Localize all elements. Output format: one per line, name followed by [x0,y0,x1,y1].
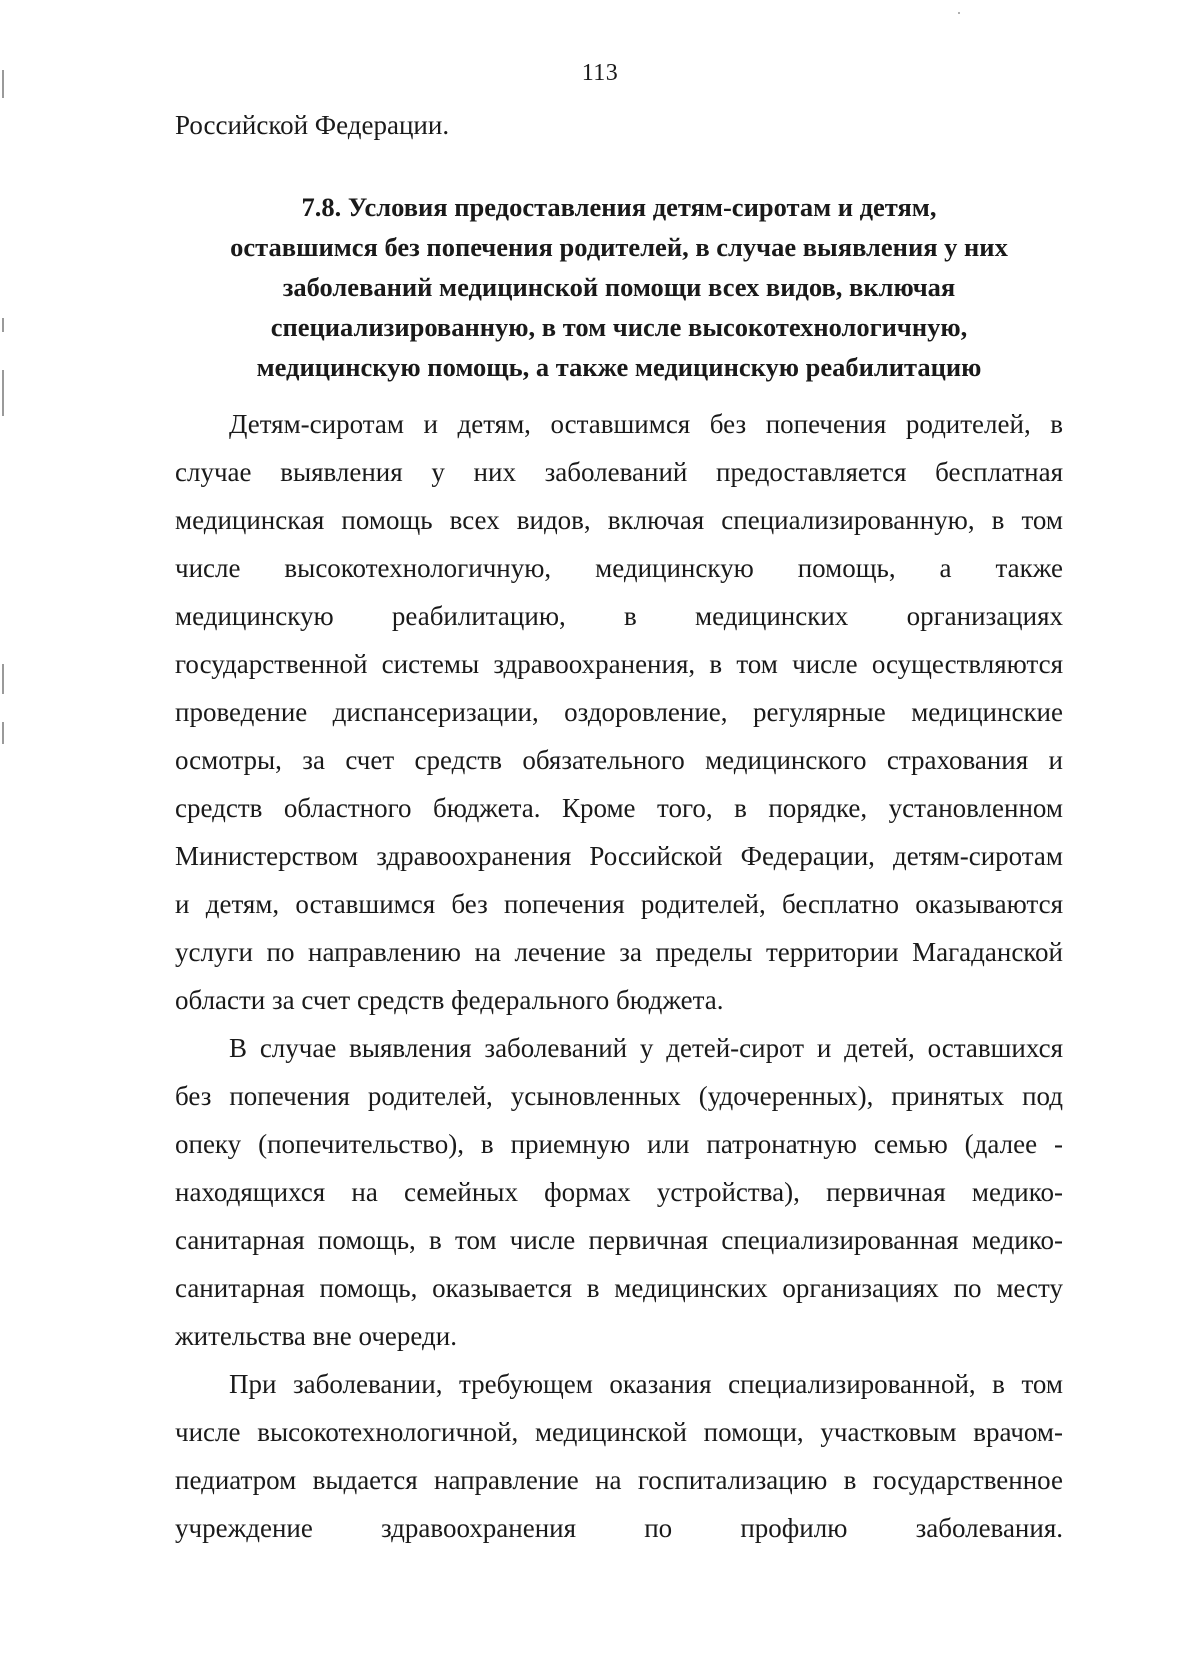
paragraph [175,400,1063,1024]
text-line: жительства вне очереди. [175,1321,457,1351]
body-text [175,400,1063,1552]
heading-line: оставшимся без попечения родителей, в случае выявления у них [230,232,1008,262]
text-line: санитарная помощь, оказывается в медицинских организациях по месту [175,1273,1063,1303]
scan-margin-mark [2,318,4,332]
text-line: средств областного бюджета. Кроме того, в порядке, установленном [175,793,1063,823]
heading-line: заболеваний медицинской помощи всех видов, включая [282,272,956,302]
text-line: числе высокотехнологичную, медицинскую помощь, а также [175,553,1063,583]
paragraph [175,1024,1063,1360]
scan-speck [958,12,960,14]
text-line: и детям, оставшимся без попечения родителей, бесплатно оказываются [175,889,1063,919]
text-line: В случае выявления заболеваний у детей-сирот и детей, оставшихся [229,1033,1063,1063]
text-line: санитарная помощь, в том числе первичная специализированная медико- [175,1225,1063,1255]
text-line: области за счет средств федерального бюджета. [175,985,724,1015]
scan-margin-mark [2,664,4,694]
text-line: услуги по направлению на лечение за пределы территории Магаданской [175,937,1063,967]
section-heading [175,187,1063,387]
page-number: 113 [581,60,619,86]
heading-line: 7.8. Условия предоставления детям-сиротам и детям, [301,192,937,222]
paragraph [175,1360,1063,1552]
heading-line: медицинскую помощь, а также медицинскую реабилитацию [256,352,982,382]
text-line: медицинскую реабилитацию, в медицинских организациях [175,601,1063,631]
text-line: медицинская помощь всех видов, включая специализированную, в том [175,505,1063,535]
scan-margin-mark [2,722,4,744]
text-line: опеку (попечительство), в приемную или патронатную семью (далее - [175,1129,1063,1159]
text-line: проведение диспансеризации, оздоровление, регулярные медицинские [175,697,1063,727]
text-line: случае выявления у них заболеваний предоставляется бесплатная [175,457,1063,487]
text-line: Детям-сиротам и детям, оставшимся без попечения родителей, в [229,409,1063,439]
text-line: педиатром выдается направление на госпитализацию в государственное [175,1465,1063,1495]
text-line: При заболевании, требующем оказания специализированной, в том [229,1369,1063,1399]
text-line: осмотры, за счет средств обязательного медицинского страхования и [175,745,1063,775]
text-line: учреждение здравоохранения по профилю заболевания. [175,1513,1063,1543]
text-line: Министерством здравоохранения Российской Федерации, детям-сиротам [175,841,1063,871]
continued-text-line: Российской Федерации. [175,110,450,140]
text-line: числе высокотехнологичной, медицинской помощи, участковым врачом- [175,1417,1063,1447]
text-line: без попечения родителей, усыновленных (удочеренных), принятых под [175,1081,1063,1111]
text-line: находящихся на семейных формах устройства), первичная медико- [175,1177,1063,1207]
text-line: государственной системы здравоохранения, в том числе осуществляются [175,649,1063,679]
heading-line: специализированную, в том числе высокотехнологичную, [270,312,968,342]
scan-margin-mark [2,370,4,416]
